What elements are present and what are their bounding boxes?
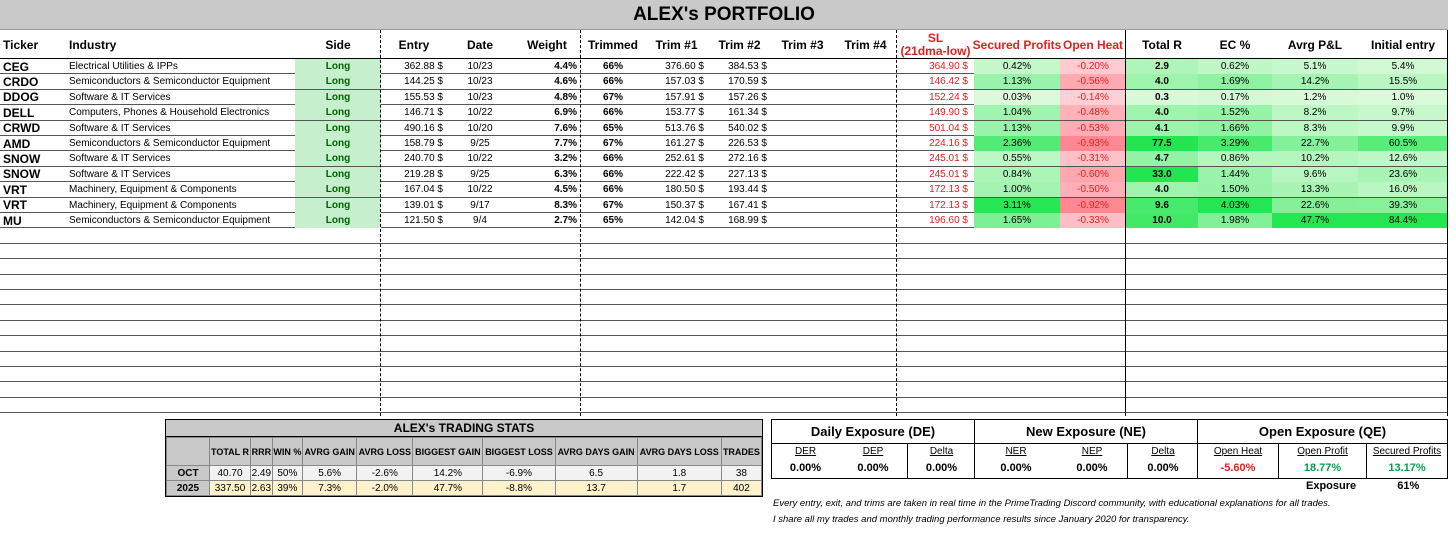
stats-col: TOTAL R (210, 438, 251, 466)
ec-cell: 1.52% (1198, 105, 1272, 120)
trim1-cell: 142.04 $ (665, 215, 704, 226)
trim2-cell: 193.44 $ (728, 184, 767, 196)
ec-cell: 4.03% (1198, 198, 1272, 213)
total-r-cell: 33.0 (1126, 167, 1198, 182)
ec-cell: 0.86% (1198, 151, 1272, 166)
stats-value: 402 (721, 481, 761, 496)
nep-label: NEP (1081, 446, 1103, 457)
stats-col: BIGGEST GAIN (413, 438, 483, 466)
col-open-heat[interactable]: Open Heat (1062, 37, 1123, 52)
col-secured-profits[interactable]: Secured Profits (972, 37, 1062, 52)
ticker-cell: AMD (3, 136, 31, 151)
table-row[interactable] (0, 336, 1448, 351)
table-row[interactable] (0, 290, 1448, 305)
trim2-cell: 227.13 $ (728, 168, 767, 180)
entry-cell: 146.71 $ (404, 107, 443, 119)
stats-value: 38 (721, 466, 761, 481)
side-cell: Long (295, 59, 381, 74)
secured-profits-value: 13.17% (1388, 462, 1426, 474)
table-row[interactable] (0, 382, 1448, 397)
col-initial-entry[interactable]: Initial entry (1370, 37, 1435, 52)
sl-cell: 224.16 $ (929, 138, 968, 149)
table-row[interactable] (0, 121, 1448, 136)
note-line: Every entry, exit, and trims are taken in real time in the PrimeTrading Discord community, with educational explanations for all trades. (773, 498, 1331, 509)
col-industry[interactable]: Industry (69, 37, 117, 52)
table-row[interactable] (0, 151, 1448, 166)
sl-cell: 172.13 $ (929, 184, 968, 196)
trimmed-cell: 67% (602, 199, 623, 211)
total-r-cell: 4.7 (1126, 151, 1198, 166)
avrg-pl-cell: 10.2% (1272, 151, 1358, 166)
initial-entry-cell: 9.9% (1358, 121, 1448, 136)
col-trim1[interactable]: Trim #1 (655, 37, 698, 52)
stats-row-label: OCT (167, 466, 210, 481)
stats-row-label: 2025 (167, 481, 210, 496)
stats-value: 6.5 (555, 466, 637, 481)
initial-entry-cell: 1.0% (1358, 90, 1448, 105)
trimmed-cell: 66% (602, 61, 623, 72)
trimmed-cell: 66% (602, 168, 623, 180)
weight-cell: 4.8% (554, 91, 577, 103)
total-r-cell: 4.0 (1126, 74, 1198, 89)
initial-entry-cell: 39.3% (1358, 198, 1448, 213)
entry-cell: 158.79 $ (404, 138, 443, 149)
total-r-cell: 10.0 (1126, 213, 1198, 228)
date-cell: 10/23 (467, 61, 493, 72)
col-trim4[interactable]: Trim #4 (844, 37, 887, 52)
table-row[interactable] (0, 321, 1448, 336)
trim1-cell: 513.76 $ (665, 122, 704, 134)
stats-value: 50% (272, 466, 303, 481)
stats-col: WIN % (272, 438, 303, 466)
ticker-cell: VRT (3, 198, 27, 213)
initial-entry-cell: 16.0% (1358, 182, 1448, 197)
ec-cell: 0.17% (1198, 90, 1272, 105)
trim2-cell: 272.16 $ (728, 153, 767, 165)
stats-col: AVRG DAYS GAIN (555, 438, 637, 466)
date-cell: 10/22 (467, 153, 493, 165)
weight-cell: 7.6% (554, 122, 577, 134)
secured-cell: 3.11% (974, 198, 1060, 213)
stats-value: 47.7% (413, 481, 483, 496)
weight-cell: 8.3% (554, 199, 577, 211)
table-row[interactable] (0, 352, 1448, 367)
new-delta-label: Delta (1151, 446, 1175, 457)
trim2-cell: 384.53 $ (728, 61, 767, 72)
side-cell: Long (295, 105, 381, 120)
trim2-cell: 167.41 $ (728, 199, 767, 211)
stats-value: -8.8% (483, 481, 555, 496)
stats-col: RRR (251, 438, 273, 466)
date-cell: 9/25 (470, 168, 490, 180)
initial-entry-cell: 9.7% (1358, 105, 1448, 120)
ticker-cell: DELL (3, 105, 35, 120)
weight-cell: 7.7% (554, 138, 577, 149)
sl-cell: 501.04 $ (929, 122, 968, 134)
ticker-cell: CEG (3, 59, 30, 74)
avrg-pl-cell: 8.2% (1272, 105, 1358, 120)
entry-cell: 490.16 $ (404, 122, 443, 134)
ner-label: NER (1005, 446, 1027, 457)
industry-cell: Semiconductors & Semiconductor Equipment (69, 215, 271, 226)
table-row[interactable] (0, 90, 1448, 105)
industry-cell: Semiconductors & Semiconductor Equipment (69, 76, 271, 88)
industry-cell: Semiconductors & Semiconductor Equipment (69, 138, 271, 149)
industry-cell: Electrical Utilities & IPPs (69, 61, 178, 72)
ticker-cell: VRT (3, 182, 27, 197)
daily-delta-value: 0.00% (925, 462, 958, 474)
initial-entry-cell: 5.4% (1358, 59, 1448, 74)
ticker-cell: MU (3, 213, 22, 228)
open-profit-label: Open Profit (1297, 446, 1348, 457)
stats-col: AVRG DAYS LOSS (637, 438, 721, 466)
sl-cell: 245.01 $ (929, 153, 968, 165)
trimmed-cell: 66% (602, 107, 623, 119)
divider (1447, 30, 1448, 416)
stats-value: -2.6% (357, 466, 413, 481)
ec-cell: 1.50% (1198, 182, 1272, 197)
col-ec[interactable]: EC % (1219, 37, 1251, 52)
sl-cell: 245.01 $ (929, 168, 968, 180)
entry-cell: 362.88 $ (404, 61, 443, 72)
total-exposure (1306, 480, 1419, 492)
avrg-pl-cell: 5.1% (1272, 59, 1358, 74)
ner-value: 0.00% (1000, 462, 1032, 474)
secured-profits-label: Secured Profits (1372, 446, 1442, 457)
side-cell: Long (295, 182, 381, 197)
stats-corner (167, 438, 210, 466)
trimmed-cell: 67% (602, 138, 623, 149)
total-r-cell: 4.0 (1126, 182, 1198, 197)
heat-cell: -0.20% (1060, 59, 1126, 74)
open-heat-label: Open Heat (1213, 446, 1263, 457)
col-weight[interactable]: Weight (527, 37, 567, 52)
col-sl[interactable] (897, 30, 974, 59)
sl-cell: 196.60 $ (929, 215, 968, 226)
weight-cell: 4.5% (554, 184, 577, 196)
entry-cell: 240.70 $ (404, 153, 443, 165)
trim1-cell: 150.37 $ (665, 199, 704, 211)
note-line: I share all my trades and monthly trading performance results since January 2020 for transparency. (773, 514, 1190, 525)
entry-cell: 139.01 $ (404, 199, 443, 211)
trimmed-cell: 67% (602, 91, 623, 103)
col-date[interactable]: Date (466, 37, 493, 52)
industry-cell: Software & IT Services (69, 168, 171, 180)
date-cell: 10/22 (467, 184, 493, 196)
stats-col: BIGGEST LOSS (483, 438, 555, 466)
date-cell: 10/23 (467, 91, 493, 103)
table-row[interactable] (0, 167, 1448, 182)
secured-cell: 1.13% (974, 74, 1060, 89)
der-value: 0.00% (789, 462, 822, 474)
sl-cell: 364.90 $ (929, 61, 968, 72)
stats-table (166, 437, 762, 496)
sl-cell: 152.24 $ (929, 91, 968, 103)
heat-cell: -0.60% (1060, 167, 1126, 182)
heat-cell: -0.53% (1060, 121, 1126, 136)
ticker-cell: SNOW (3, 167, 41, 182)
industry-cell: Software & IT Services (69, 153, 171, 165)
table-row[interactable] (0, 228, 1448, 243)
secured-cell: 1.13% (974, 121, 1060, 136)
ticker-cell: CRWD (3, 121, 41, 136)
avrg-pl-cell: 13.3% (1272, 182, 1358, 197)
open-profit-value: 18.77% (1303, 462, 1342, 474)
col-trim3[interactable]: Trim #3 (781, 37, 824, 52)
side-cell: Long (295, 74, 381, 89)
stats-value: 1.8 (637, 466, 721, 481)
initial-entry-cell: 15.5% (1358, 74, 1448, 89)
date-cell: 10/22 (467, 107, 493, 119)
stats-value: -2.0% (357, 481, 413, 496)
weight-cell: 2.7% (554, 215, 577, 226)
divider (380, 30, 381, 416)
secured-cell: 1.65% (974, 213, 1060, 228)
secured-cell: 0.42% (974, 59, 1060, 74)
industry-cell: Software & IT Services (69, 91, 171, 103)
table-row[interactable] (0, 182, 1448, 197)
entry-cell: 219.28 $ (404, 168, 443, 180)
new-exposure-title: New Exposure (NE) (975, 420, 1197, 444)
heat-cell: -0.50% (1060, 182, 1126, 197)
trimmed-cell: 66% (602, 184, 623, 196)
total-r-cell: 4.0 (1126, 105, 1198, 120)
date-cell: 9/17 (470, 199, 490, 211)
table-row[interactable] (0, 198, 1448, 213)
trim1-cell: 161.27 $ (665, 138, 704, 149)
industry-cell: Machinery, Equipment & Components (69, 184, 237, 196)
ec-cell: 1.44% (1198, 167, 1272, 182)
avrg-pl-cell: 22.7% (1272, 136, 1358, 151)
exposure-label: Exposure (1306, 480, 1357, 492)
entry-cell: 155.53 $ (404, 91, 443, 103)
side-cell: Long (295, 136, 381, 151)
industry-cell: Computers, Phones & Household Electronics (69, 107, 270, 119)
col-sl-line2: (21dma-low) (900, 43, 971, 58)
sl-cell: 146.42 $ (929, 76, 968, 88)
avrg-pl-cell: 8.3% (1272, 121, 1358, 136)
entry-cell: 144.25 $ (404, 76, 443, 88)
initial-entry-cell: 84.4% (1358, 213, 1448, 228)
ticker-cell: SNOW (3, 151, 41, 166)
exposure-panel (771, 419, 1448, 479)
stats-value: 7.3% (303, 481, 357, 496)
col-ticker[interactable]: Ticker (3, 37, 39, 52)
sl-cell: 149.90 $ (929, 107, 968, 119)
daily-exposure (772, 420, 975, 478)
weight-cell: 4.6% (554, 76, 577, 88)
ticker-cell: DDOG (3, 90, 39, 105)
heat-cell: -0.92% (1060, 198, 1126, 213)
total-r-cell: 4.1 (1126, 121, 1198, 136)
table-header (0, 30, 1448, 59)
avrg-pl-cell: 22.6% (1272, 198, 1358, 213)
trim2-cell: 226.53 $ (728, 138, 767, 149)
initial-entry-cell: 23.6% (1358, 167, 1448, 182)
initial-entry-cell: 12.6% (1358, 151, 1448, 166)
avrg-pl-cell: 47.7% (1272, 213, 1358, 228)
trimmed-cell: 66% (602, 153, 623, 165)
side-cell: Long (295, 213, 381, 228)
avrg-pl-cell: 9.6% (1272, 167, 1358, 182)
stats-col: AVRG LOSS (357, 438, 413, 466)
trim2-cell: 161.34 $ (728, 107, 767, 119)
table-row[interactable] (0, 59, 1448, 74)
heat-cell: -0.14% (1060, 90, 1126, 105)
avrg-pl-cell: 14.2% (1272, 74, 1358, 89)
trim1-cell: 157.03 $ (665, 76, 704, 88)
avrg-pl-cell: 1.2% (1272, 90, 1358, 105)
nep-value: 0.00% (1076, 462, 1108, 474)
trim1-cell: 157.91 $ (665, 91, 704, 103)
entry-cell: 121.50 $ (404, 215, 443, 226)
trimmed-cell: 66% (602, 76, 623, 88)
industry-cell: Software & IT Services (69, 122, 171, 134)
trim2-cell: 168.99 $ (728, 215, 767, 226)
weight-cell: 3.2% (554, 153, 577, 165)
stats-value: 39% (272, 481, 303, 496)
ec-cell: 0.62% (1198, 59, 1272, 74)
table-row[interactable] (0, 275, 1448, 290)
trading-stats (165, 419, 763, 497)
trim1-cell: 153.77 $ (665, 107, 704, 119)
stats-row (167, 466, 762, 481)
weight-cell: 6.3% (554, 168, 577, 180)
side-cell: Long (295, 121, 381, 136)
secured-cell: 2.36% (974, 136, 1060, 151)
table-row[interactable] (0, 398, 1448, 413)
side-cell: Long (295, 151, 381, 166)
exposure-value: 61% (1397, 480, 1420, 492)
heat-cell: -0.56% (1060, 74, 1126, 89)
total-r-cell: 0.3 (1126, 90, 1198, 105)
table-row[interactable] (0, 259, 1448, 274)
ec-cell: 1.98% (1198, 213, 1272, 228)
new-exposure (975, 420, 1198, 478)
stats-value: 2.49 (251, 467, 272, 479)
total-r-cell: 2.9 (1126, 59, 1198, 74)
table-row[interactable] (0, 74, 1448, 89)
side-cell: Long (295, 90, 381, 105)
der-label: DER (794, 446, 817, 457)
ticker-cell: CRDO (3, 74, 39, 89)
ec-cell: 1.66% (1198, 121, 1272, 136)
industry-cell: Machinery, Equipment & Components (69, 199, 237, 211)
dep-value: 0.00% (857, 462, 889, 474)
sl-cell: 172.13 $ (929, 199, 968, 211)
new-delta-value: 0.00% (1147, 462, 1179, 474)
weight-cell: 4.4% (554, 61, 577, 72)
trim2-cell: 157.26 $ (728, 91, 767, 103)
heat-cell: -0.31% (1060, 151, 1126, 166)
stats-value: 14.2% (413, 466, 483, 481)
entry-cell: 167.04 $ (404, 184, 443, 196)
trim2-cell: 540.02 $ (728, 122, 767, 134)
stats-value: 40.70 (210, 466, 251, 481)
secured-cell: 0.84% (974, 167, 1060, 182)
secured-cell: 0.55% (974, 151, 1060, 166)
col-entry[interactable]: Entry (398, 37, 430, 52)
ec-cell: 3.29% (1198, 136, 1272, 151)
divider (896, 30, 897, 416)
open-heat-value: -5.60% (1220, 462, 1256, 474)
date-cell: 9/25 (470, 138, 490, 149)
footnotes (773, 496, 1331, 528)
open-exposure (1198, 420, 1447, 478)
date-cell: 9/4 (473, 215, 487, 226)
side-cell: Long (295, 167, 381, 182)
dep-label: DEP (862, 446, 884, 457)
stats-row (167, 481, 762, 496)
col-side[interactable]: Side (325, 37, 351, 52)
col-total-r[interactable]: Total R (1142, 37, 1182, 52)
table-row[interactable] (0, 367, 1448, 382)
table-row[interactable] (0, 305, 1448, 320)
table-row[interactable] (0, 105, 1448, 120)
side-cell: Long (295, 198, 381, 213)
stats-value: 2.63 (251, 482, 272, 494)
stats-value: -6.9% (483, 466, 555, 481)
col-sl-line1: SL (927, 30, 944, 45)
secured-cell: 1.00% (974, 182, 1060, 197)
heat-cell: -0.93% (1060, 136, 1126, 151)
open-exposure-title: Open Exposure (QE) (1198, 420, 1447, 444)
table-row[interactable] (0, 244, 1448, 259)
stats-value: 1.7 (637, 481, 721, 496)
stats-value: 13.7 (555, 481, 637, 496)
divider (580, 30, 581, 416)
table-row[interactable] (0, 136, 1448, 151)
weight-cell: 6.9% (554, 107, 577, 119)
heat-cell: -0.33% (1060, 213, 1126, 228)
page-title: ALEX's PORTFOLIO (0, 0, 1448, 30)
stats-col: TRADES (721, 438, 761, 466)
secured-cell: 1.04% (974, 105, 1060, 120)
total-r-cell: 77.5 (1126, 136, 1198, 151)
trim2-cell: 170.59 $ (728, 76, 767, 88)
divider (1125, 30, 1126, 416)
trim1-cell: 376.60 $ (665, 61, 704, 72)
trim1-cell: 222.42 $ (665, 168, 704, 180)
ec-cell: 1.69% (1198, 74, 1272, 89)
trim1-cell: 252.61 $ (665, 153, 704, 165)
total-r-cell: 9.6 (1126, 198, 1198, 213)
stats-title: ALEX's TRADING STATS (166, 420, 762, 437)
trimmed-cell: 65% (602, 122, 623, 134)
trimmed-cell: 65% (602, 215, 623, 226)
col-trimmed[interactable]: Trimmed (587, 37, 638, 52)
trim1-cell: 180.50 $ (665, 184, 704, 196)
date-cell: 10/23 (467, 76, 493, 88)
heat-cell: -0.48% (1060, 105, 1126, 120)
secured-cell: 0.03% (974, 90, 1060, 105)
daily-exposure-title: Daily Exposure (DE) (772, 420, 974, 444)
table-row[interactable] (0, 213, 1448, 228)
daily-delta-label: Delta (929, 446, 954, 457)
stats-value: 5.6% (303, 466, 357, 481)
stats-col: AVRG GAIN (303, 438, 357, 466)
col-trim2[interactable]: Trim #2 (718, 37, 761, 52)
date-cell: 10/20 (467, 122, 493, 134)
initial-entry-cell: 60.5% (1358, 136, 1448, 151)
col-avrg-pl[interactable]: Avrg P&L (1287, 37, 1343, 52)
stats-value: 337.50 (210, 481, 251, 496)
